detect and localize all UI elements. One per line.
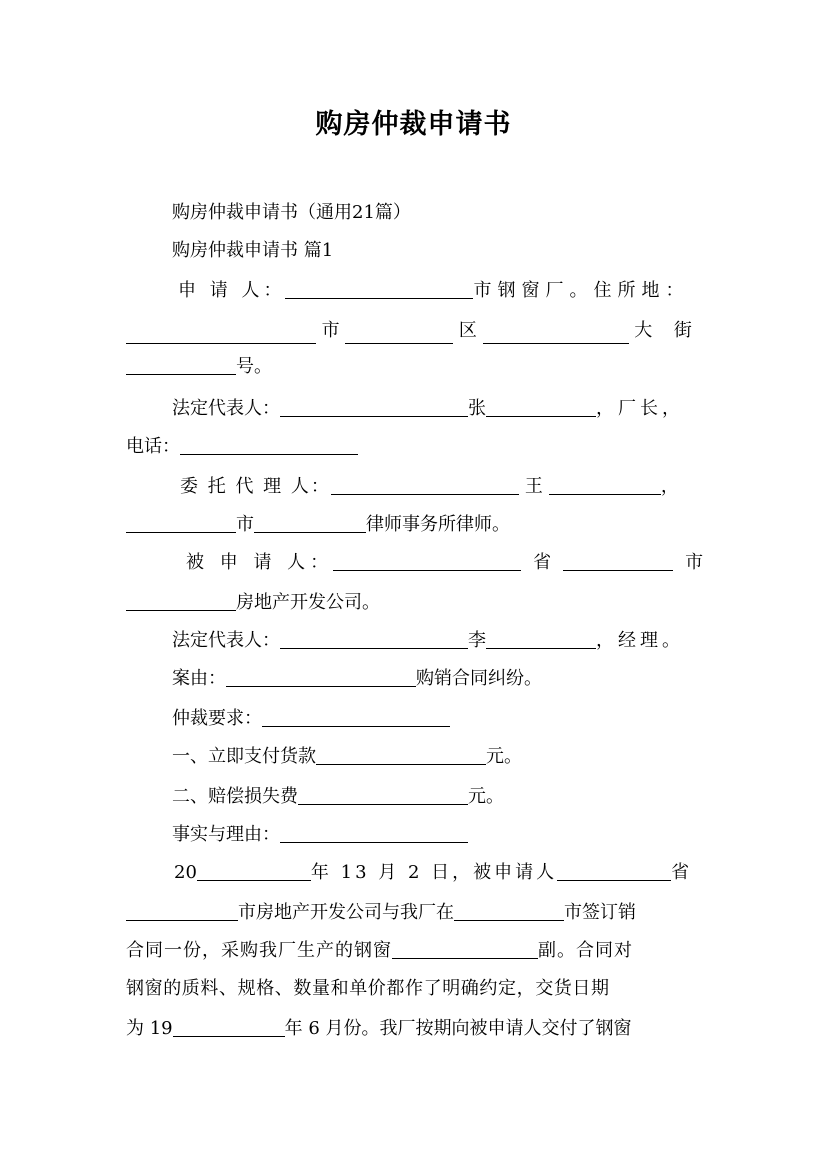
- respondent-city-label: 市: [685, 552, 704, 573]
- blank-field: [331, 476, 519, 495]
- section-heading-text: 购房仲裁申请书 篇1: [172, 240, 334, 261]
- applicant-label: 申 请 人：: [178, 280, 286, 301]
- blank-field: [126, 902, 238, 921]
- blank-field: [454, 902, 564, 921]
- facts-pieces-text: 副。合同对: [538, 940, 633, 961]
- company-line: [126, 590, 380, 616]
- district-label: 区: [458, 320, 477, 341]
- address-line: [126, 318, 700, 344]
- province-label: 省: [533, 552, 552, 573]
- city-label: 市: [321, 320, 340, 341]
- facts-para-line-5: [126, 1016, 632, 1042]
- respondent-label: 被 申 请 人：: [186, 552, 334, 573]
- blank-field: [126, 325, 316, 344]
- subtitle-line: [172, 200, 411, 226]
- respondent-line: [186, 550, 703, 576]
- blank-field: [345, 325, 453, 344]
- blank-field: [280, 398, 468, 417]
- facts-signed-text: 市签订销: [564, 902, 636, 923]
- blank-field: [392, 940, 538, 959]
- facts-para-line-2: [126, 900, 636, 926]
- agent-surname: 王: [524, 476, 543, 497]
- law-firm-line: [126, 512, 510, 538]
- facts-para-line-1: [174, 860, 689, 886]
- phone-label: 电话：: [126, 436, 180, 457]
- facts-contract-text: 市房地产开发公司与我厂在: [238, 902, 454, 923]
- respondent-rep-label: 法定代表人：: [172, 630, 280, 651]
- subtitle-text: 购房仲裁申请书（通用21篇）: [172, 202, 411, 223]
- claims-line: [172, 706, 450, 732]
- agent-line: [180, 474, 679, 500]
- blank-field: [563, 552, 673, 571]
- agent-label: 委 托 代 理 人：: [180, 476, 331, 497]
- blank-field: [549, 476, 661, 495]
- respondent-rep-surname: 李: [468, 630, 486, 651]
- facts-delivery-year: 为 19: [126, 1018, 173, 1039]
- blank-field: [285, 280, 473, 299]
- blank-field: [262, 708, 450, 727]
- blank-field: [280, 824, 468, 843]
- claim-1-unit: 元。: [486, 746, 522, 767]
- respondent-rep-title: ，经理。: [596, 630, 684, 651]
- facts-purchase-text: 合同一份，采购我厂生产的钢窗: [126, 940, 392, 961]
- claim-1-line: [172, 744, 522, 770]
- blank-field: [226, 668, 416, 687]
- facts-line: [172, 822, 468, 848]
- claim-2-line: [172, 784, 504, 810]
- legal-rep-title: ，厂长，: [596, 398, 684, 419]
- number-label: 号。: [236, 356, 272, 377]
- blank-field: [197, 862, 311, 881]
- blank-field: [126, 592, 236, 611]
- claim-1-text: 一、立即支付货款: [172, 746, 316, 767]
- facts-spec-text: 钢窗的质料、规格、数量和单价都作了明确约定，交货日期: [126, 978, 610, 999]
- blank-field: [486, 630, 596, 649]
- blank-field: [483, 325, 629, 344]
- blank-field: [316, 746, 486, 765]
- blank-field: [126, 356, 236, 375]
- applicant-address-label: 市钢窗厂。住所地：: [473, 280, 690, 301]
- phone-line: [126, 434, 358, 460]
- company-label: 房地产开发公司。: [236, 592, 380, 613]
- applicant-line: [178, 278, 689, 304]
- blank-field: [180, 436, 358, 455]
- claim-2-unit: 元。: [468, 786, 504, 807]
- number-line: [126, 354, 272, 380]
- cause-label: 案由：: [172, 668, 226, 689]
- blank-field: [126, 514, 236, 533]
- respondent-rep-line: [172, 628, 684, 654]
- law-firm-label: 律师事务所律师。: [366, 514, 510, 535]
- street-label: 大 街: [634, 320, 700, 341]
- facts-delivery-text: 年 6 月份。我厂按期向被申请人交付了钢窗: [284, 1018, 632, 1039]
- date-respondent-text: 年 13 月 2 日，被申请人: [310, 862, 558, 883]
- blank-field: [254, 514, 366, 533]
- blank-field: [280, 630, 468, 649]
- legal-rep-line: [172, 396, 684, 422]
- legal-rep-surname: 张: [468, 398, 486, 419]
- document-title: 购房仲裁申请书: [315, 109, 512, 140]
- facts-para-line-4: [126, 976, 610, 1002]
- legal-rep-label: 法定代表人：: [172, 398, 280, 419]
- agent-comma: ，: [660, 476, 679, 497]
- law-firm-city: 市: [236, 514, 254, 535]
- blank-field: [298, 786, 468, 805]
- claim-2-text: 二、赔偿损失费: [172, 786, 298, 807]
- claims-label: 仲裁要求：: [172, 708, 262, 729]
- blank-field: [333, 552, 521, 571]
- blank-field: [173, 1018, 285, 1037]
- province-label-2: 省: [671, 862, 690, 883]
- facts-para-line-3: [126, 938, 633, 964]
- blank-field: [486, 398, 596, 417]
- cause-line: [172, 666, 542, 692]
- section-heading: [172, 238, 333, 264]
- facts-label: 事实与理由：: [172, 824, 280, 845]
- cause-text: 购销合同纠纷。: [416, 668, 542, 689]
- year-prefix: 20: [174, 862, 197, 883]
- blank-field: [557, 862, 671, 881]
